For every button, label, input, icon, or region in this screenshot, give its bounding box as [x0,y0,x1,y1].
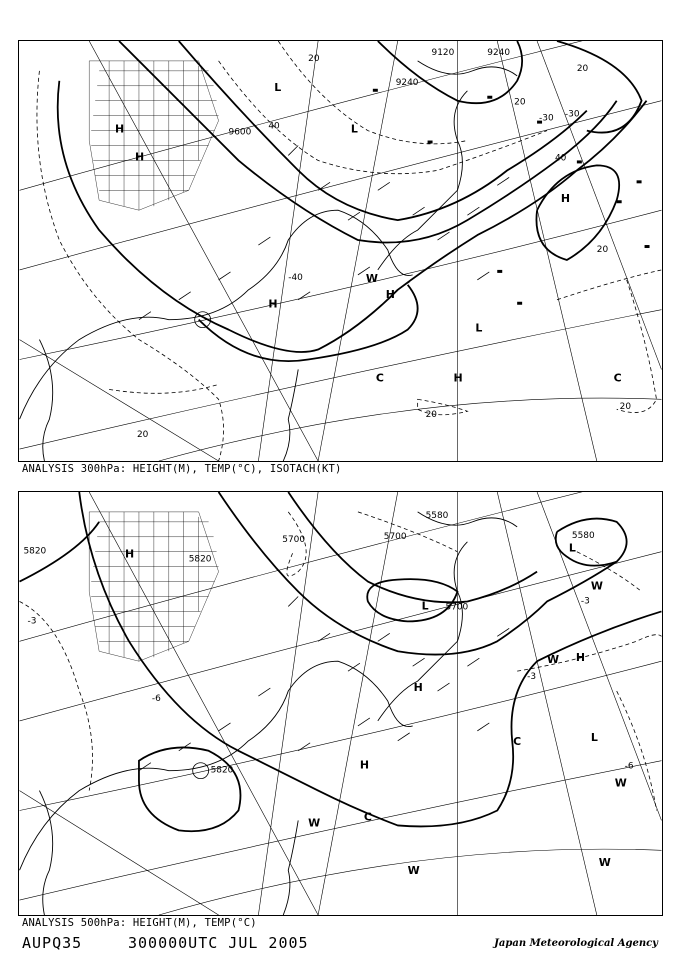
meridian-line [537,41,661,369]
high-center-marker: H [575,651,586,665]
isotach-line [557,270,662,300]
low-center-marker: L [350,122,358,136]
temp-label: -30 [564,109,580,120]
cold-center-marker: C [375,371,384,385]
meridian-line [20,340,219,461]
high-center-marker: H [413,681,423,695]
terrain-hatch [89,512,218,661]
latitude-line [20,552,662,721]
isotach-line [109,384,218,393]
high-center-marker: H [385,287,395,301]
low-center-marker: L [421,599,429,613]
warm-center-marker: W [407,864,420,878]
height-label: 9240 [487,47,511,58]
isotach-label: 20 [576,63,589,74]
height-contour [556,519,627,566]
isotach-label: 20 [308,53,320,64]
low-center-marker: L [475,321,483,335]
indochina-coastline [39,791,52,915]
high-center-marker: H [134,150,145,164]
high-center-marker: H [115,122,125,136]
latitude-line [159,398,662,461]
height-label: 5700 [282,534,306,545]
panel-caption-500hpa: ANALYSIS 500hPa: HEIGHT(M), TEMP(°C) [22,917,257,929]
isotach-lines [37,41,662,461]
temp-label: -30 [539,113,554,124]
isotach-label: 40 [268,121,280,132]
high-center-marker: H [560,192,571,206]
temp-label: -6 [151,694,161,705]
height-label: 5820 [23,546,47,557]
high-center-marker: H [359,758,370,772]
height-label: 5820 [210,765,234,776]
height-label: 9600 [228,127,252,138]
meridian-line [497,41,597,461]
terrain-hatch [89,61,218,210]
isotach-line [219,61,547,174]
isotach-label: 20 [619,402,632,413]
temp-label: -3 [27,616,37,627]
height-contours [58,41,647,361]
cold-center-marker: C [613,371,622,385]
low-center-marker: L [590,730,598,744]
height-contour [199,285,418,361]
meridian-line [258,492,321,915]
chart-code: AUPQ35 [22,934,83,952]
height-label: 9120 [431,47,455,58]
height-contour [288,492,537,602]
height-label: 5580 [571,530,595,541]
height-label: 5820 [188,554,212,565]
temp-label: -40 [288,272,303,283]
height-label: 5700 [445,602,469,613]
isotach-label: 20 [596,244,609,255]
isotherm-line [614,691,657,810]
height-contour [219,492,617,655]
warm-center-marker: W [590,579,603,593]
meridian-line [318,492,398,915]
station-dots [373,89,650,305]
warm-center-marker: W [365,271,378,285]
map-panel-500hpa [18,491,663,916]
temp-label: -3 [527,672,537,683]
isotherm-line [577,552,642,592]
isotach-line [617,280,657,413]
isotherm-line [20,601,93,790]
warm-center-marker: W [308,816,321,830]
wind-barbs [139,597,509,771]
isotherm-line [517,635,661,671]
warm-center-marker: W [598,856,611,870]
panel-caption-300hpa: ANALYSIS 300hPa: HEIGHT(M), TEMP(°C), ISOTACH(KT) [22,463,342,475]
taiwan-philippines-coastline [283,369,298,461]
warm-center-marker: W [547,653,560,667]
valid-time: 300000UTC JUL 2005 [128,934,309,952]
isotach-label: 20 [425,410,437,421]
cold-center-marker: C [363,810,372,824]
meridian-line [497,492,597,915]
asia-coastline [20,210,413,419]
meridian-lines [20,41,662,461]
low-center-marker: L [274,80,282,94]
isotach-label: 20 [136,430,149,441]
meridian-line [318,41,398,461]
coastlines [20,512,518,915]
isotach-label: 40 [554,153,567,164]
taiwan-philippines-coastline [283,820,298,915]
height-label: 9240 [395,77,419,88]
agency-name: Japan Meteorological Agency [494,938,658,949]
height-label: 5700 [383,531,407,542]
high-center-marker: H [125,547,135,561]
isotach-label: 20 [514,97,526,108]
map-300hpa-canvas [19,41,662,461]
height-contour [367,579,457,621]
warm-center-marker: W [614,776,627,790]
height-label: 5580 [425,510,449,521]
low-center-marker: L [568,541,576,555]
latitude-line [20,310,662,449]
high-center-marker: H [453,371,463,385]
wind-barbs [139,146,509,320]
map-500hpa-canvas [19,492,662,915]
height-contour [139,747,241,831]
cold-center-marker: C [513,734,522,748]
meridian-line [258,41,318,461]
temp-label: -6 [624,761,634,772]
meridian-line [20,791,219,915]
isotach-line [37,71,224,461]
latitude-line [159,849,662,915]
temp-label: -3 [580,596,590,607]
map-panel-300hpa [18,40,663,462]
high-center-marker: H [268,297,278,311]
latitude-line [20,661,662,810]
